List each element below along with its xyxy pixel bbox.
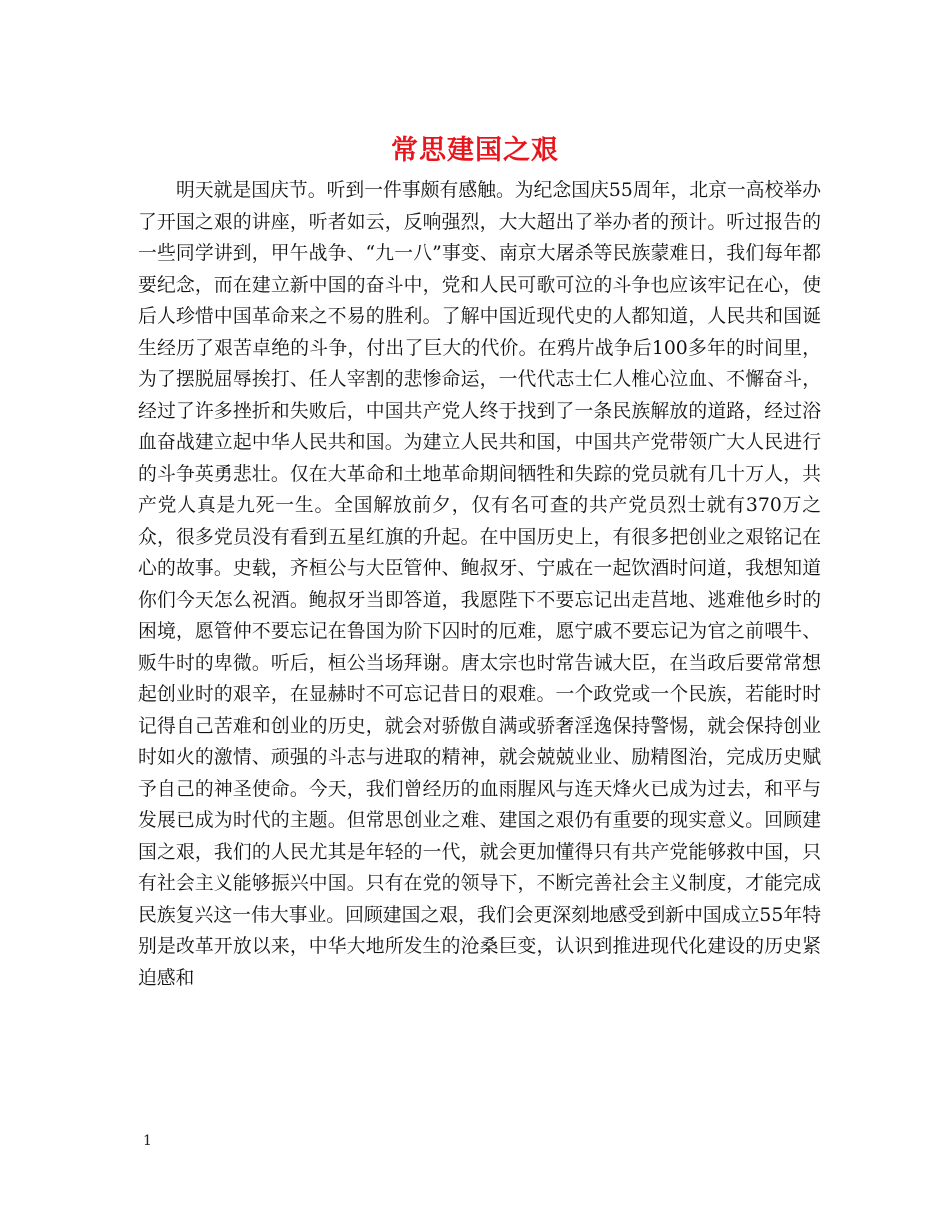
body-paragraph: 明天就是国庆节。听到一件事颇有感触。为纪念国庆55周年，北京一高校举办了开国之艰的讲座，听者如云，反响强烈，大大超出了举办者的预计。听过报告的一些同学讲到，甲午战争、“九一八”事变、南京大屠杀等民族蒙难日，我们每年都要纪念，而在建立新中国的奋斗中，党和人民可歌可泣的斗争也应该牢记在心，使后人珍惜中国革命来之不易的胜利。了解中国近现代史的人都知道，人民共和国诞生经历了艰苦卓绝的斗争，付出了巨大的代价。在鸦片战争后100多年的时间里，为了摆脱屈辱挨打、任人宰割的悲惨命运，一代代志士仁人椎心泣血、不懈奋斗，经过了许多挫折和失败后，中国共产党人终于找到了一条民族解放的道路，经过浴血奋战建立起中华人民共和国。为建立人民共和国，中国共产党带领广大人民进行的斗争英勇悲壮。仅在大革命和土地革命期间牺牲和失踪的党员就有几十万人，共产党人真是九死一生。全国解放前夕，仅有名可查的共产党员烈士就有370万之众，很多党员没有看到五星红旗的升起。在中国历史上，有很多把创业之艰铭记在心的故事。史载，齐桓公与大臣管仲、鲍叔牙、宁戚在一起饮酒时问道，我想知道你们今天怎么祝酒。鲍叔牙当即答道，我愿陛下不要忘记出走莒地、逃难他乡时的困境，愿管仲不要忘记在鲁国为阶下囚时的厄难，愿宁戚不要忘记为官之前喂牛、贩牛时的卑微。听后，桓公当场拜谢。唐太宗也时常告诫大臣，在当政后要常常想起创业时的艰辛，在显赫时不可忘记昔日的艰难。一个政党或一个民族，若能时时记得自己苦难和创业的历史，就会对骄傲自满或骄奢淫逸保持警惕，就会保持创业时如火的激情、顽强的斗志与进取的精神，就会兢兢业业、励精图治，完成历史赋予自己的神圣使命。今天，我们曾经历的血雨腥风与连天烽火已成为过去，和平与发展已成为时代的主题。但常思创业之难、建国之艰仍有重要的现实意义。回顾建国之艰，我们的人民尤其是年轻的一代，就会更加懂得只有共产党能够救中国，只有社会主义能够振兴中国。只有在党的领导下，不断完善社会主义制度，才能完成民族复兴这一伟大事业。回顾建国之艰，我们会更深刻地感受到新中国成立55年特别是改革开放以来，中华大地所发生的沧桑巨变，认识到推进现代化建设的历史紧迫感和 xyxy=(138,180,821,989)
document-title: 常思建国之艰 xyxy=(391,135,559,166)
page-number: 1 xyxy=(143,1133,152,1149)
